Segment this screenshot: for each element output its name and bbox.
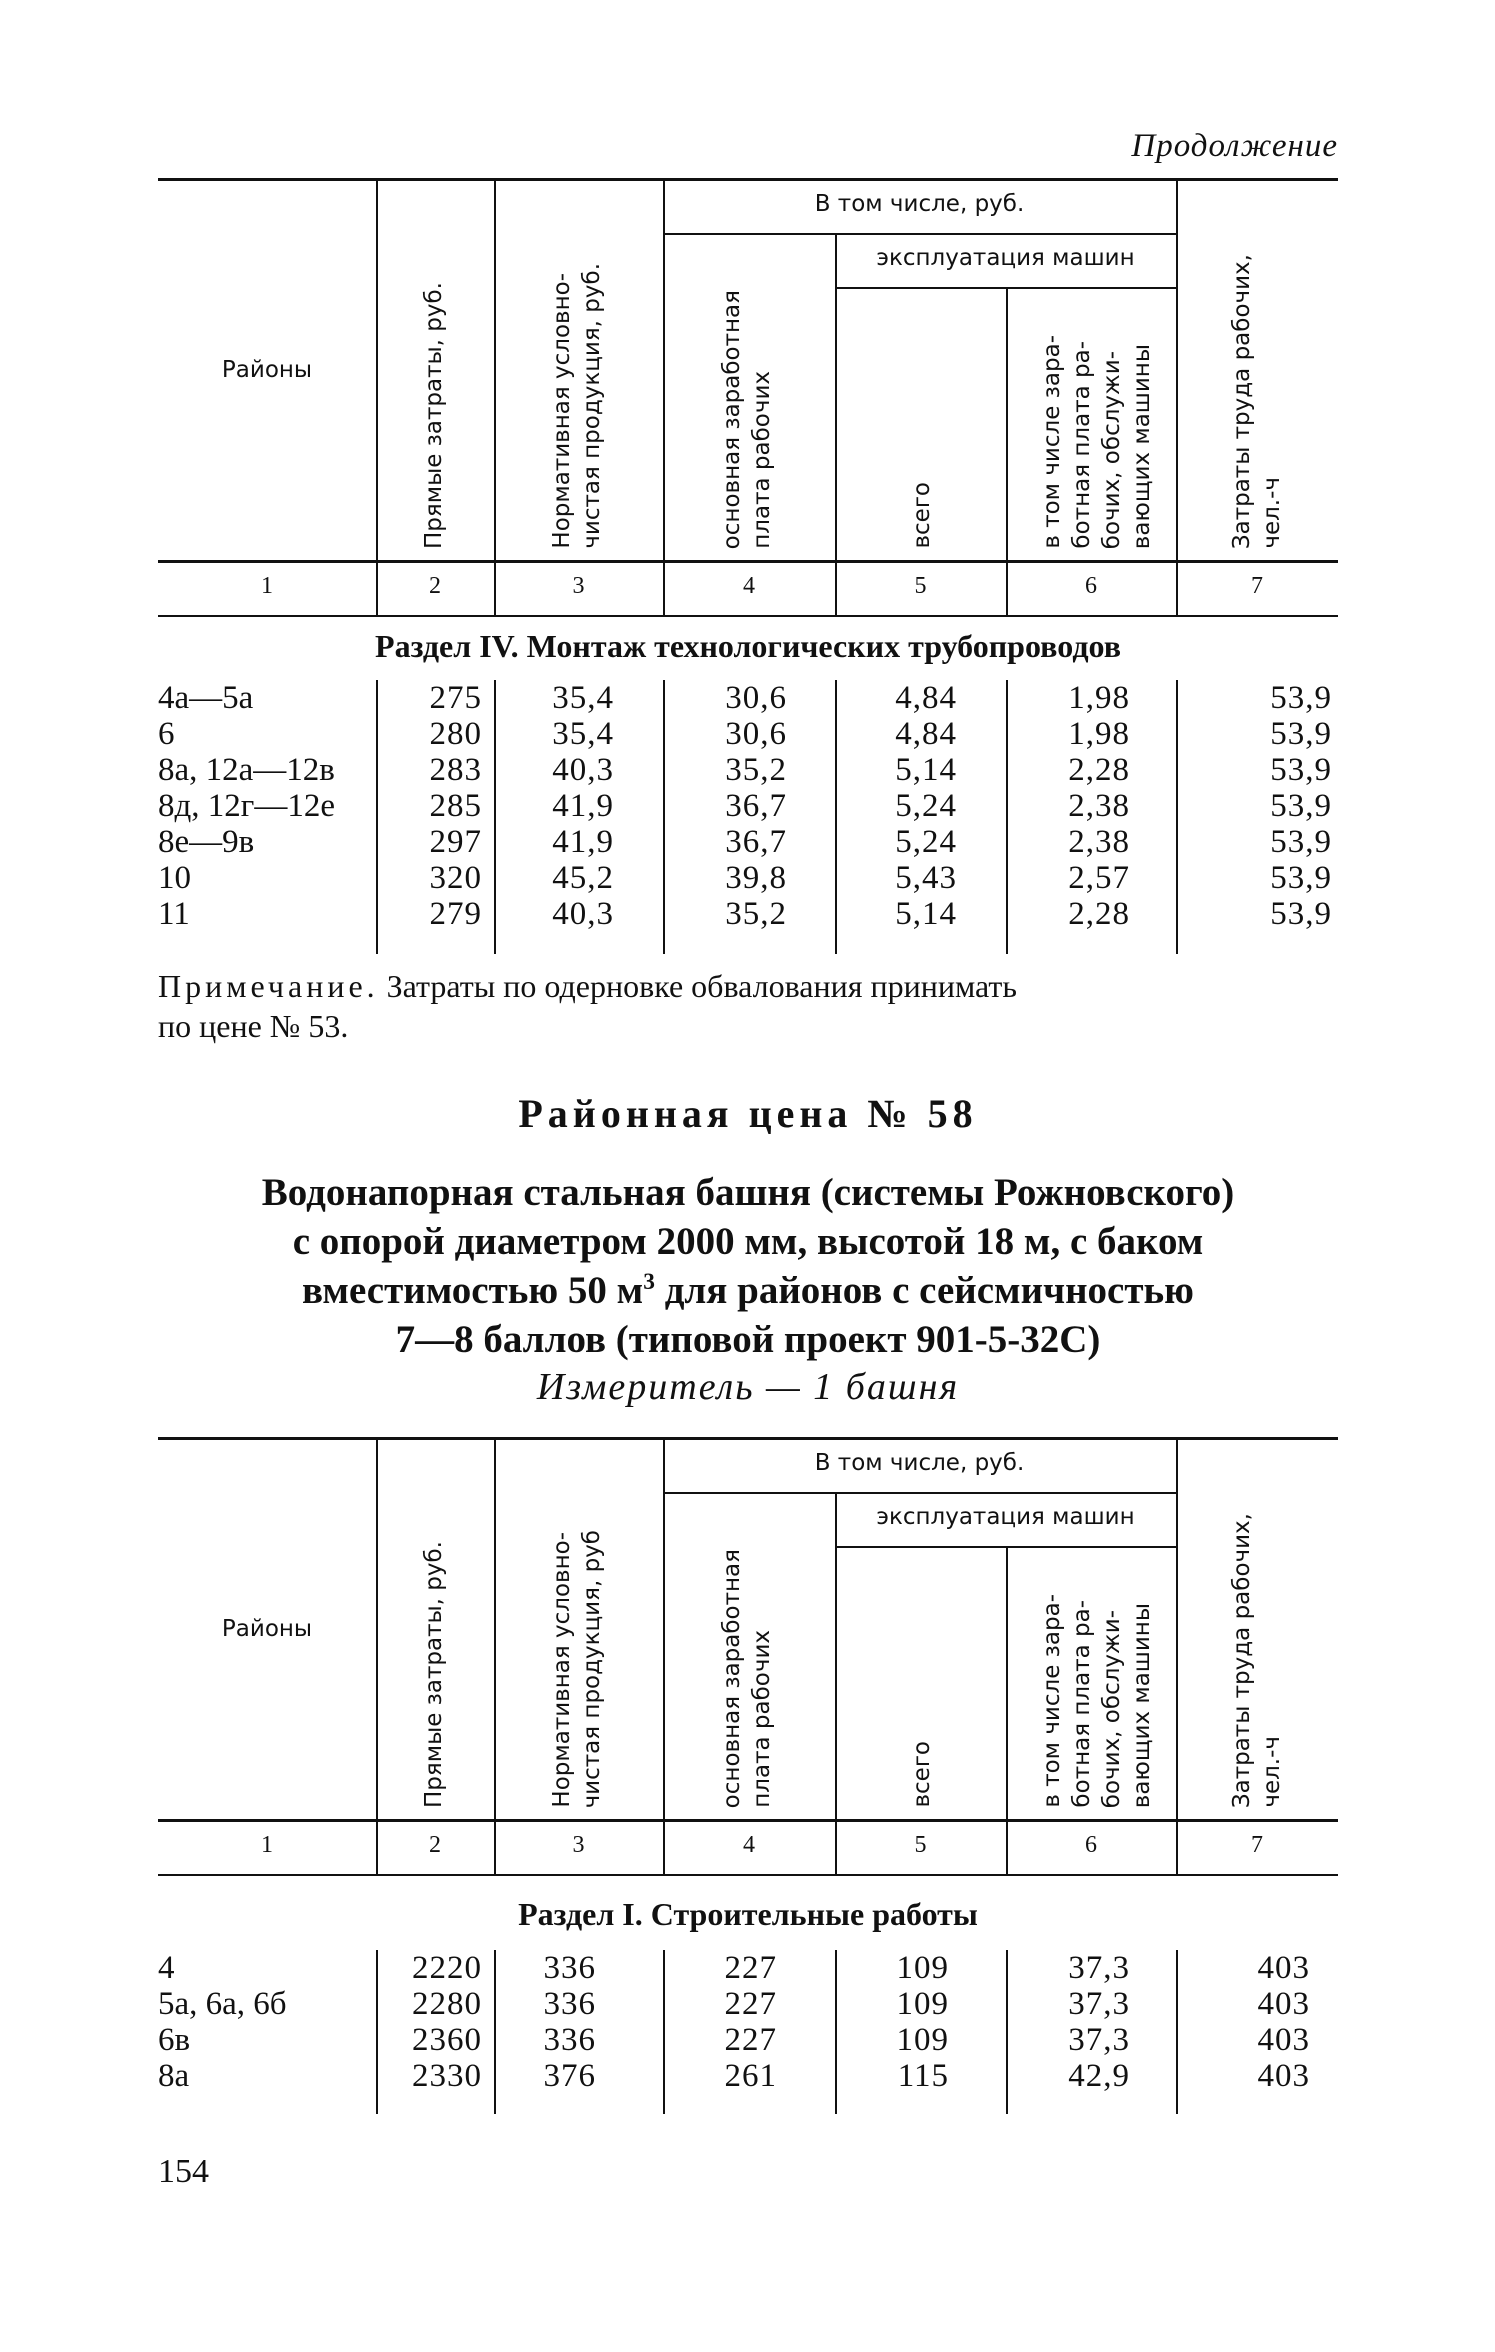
total-cell: 5,14 [895,752,957,788]
total-cell: 109 [896,2022,949,2058]
note [158,966,1338,1046]
main-title-superscript: 3 [643,1269,655,1295]
column-number: 4 [743,573,755,599]
main-title-line3 [158,1266,1338,1315]
total-header: всего [909,482,935,549]
table-row [158,1986,1338,2022]
normative-cell: 336 [543,1950,596,1986]
incl-wage-header-line2: ботная плата ра- [1069,1600,1095,1808]
base-wage-cell: 30,6 [725,680,787,716]
region-cell: 11 [158,896,190,932]
region-cell: 8е—9в [158,824,255,860]
column-number: 1 [261,573,273,599]
table1-body [158,680,1338,954]
direct-costs-cell: 280 [429,716,482,752]
incl-wage-header-line2: ботная плата ра- [1069,341,1095,549]
labor-cell: 53,9 [1270,824,1332,860]
direct-costs-cell: 2360 [412,2022,482,2058]
column-number: 3 [572,1832,585,1858]
normative-header-line2: чистая продукция, руб [579,1529,605,1808]
table-row [158,824,1338,860]
column-number: 3 [572,573,585,599]
column-number: 5 [914,1832,927,1858]
total-cell: 5,43 [895,860,957,896]
including-header: В том числе, руб. [814,1450,1025,1476]
incl-wage-header-line4: вающих машины [1129,1602,1155,1808]
table1-section-title: Раздел IV. Монтаж технологических трубопроводов [375,628,1121,664]
note-label: Примечание. [158,968,379,1004]
region-cell: 4 [158,1950,175,1986]
column-number: 6 [1085,573,1097,599]
continuation-label: Продолжение [1131,128,1338,164]
regions-header: Районы [221,1616,313,1642]
region-cell: 8а [158,2058,190,2094]
direct-costs-cell: 297 [429,824,482,860]
incl-wage-cell: 2,28 [1068,896,1130,932]
incl-wage-cell: 1,98 [1068,680,1130,716]
note-line2: по цене № 53. [158,1008,349,1044]
base-wage-cell: 36,7 [725,824,787,860]
table2-section-title: Раздел I. Строительные работы [518,1896,978,1932]
incl-wage-cell: 2,28 [1068,752,1130,788]
table-row [158,896,1338,932]
region-cell: 6 [158,716,175,752]
incl-wage-cell: 2,38 [1068,788,1130,824]
total-cell: 5,24 [895,788,957,824]
table-row [158,788,1338,824]
normative-cell: 35,4 [552,716,614,752]
labor-cell: 53,9 [1270,860,1332,896]
column-number: 6 [1085,1832,1097,1858]
column-number: 5 [914,573,927,599]
labor-cell: 403 [1257,2058,1310,2094]
base-wage-cell: 227 [724,2022,777,2058]
table1-column-numbers [158,560,1338,617]
base-wage-cell: 39,8 [725,860,787,896]
region-cell: 8а, 12а—12в [158,752,335,788]
base-wage-cell: 227 [724,1986,777,2022]
incl-wage-cell: 37,3 [1068,1950,1130,1986]
incl-wage-header-line4: вающих машины [1129,343,1155,549]
incl-wage-header-line3: бочих, обслужи- [1099,1609,1125,1808]
incl-wage-cell: 2,57 [1068,860,1130,896]
normative-header-line1: Нормативная условно- [549,1532,575,1808]
table1-header [158,178,1338,563]
table2-column-numbers [158,1819,1338,1876]
direct-costs-cell: 285 [429,788,482,824]
normative-cell: 376 [543,2058,596,2094]
main-title-line4: 7—8 баллов (типовой проект 901-5-32С) [395,1318,1101,1361]
total-cell: 5,14 [895,896,957,932]
machine-operation-header: эксплуатация машин [876,1504,1135,1530]
total-cell: 4,84 [895,680,957,716]
table2-header [158,1437,1338,1822]
measure-unit: Измеритель — 1 башня [536,1366,960,1408]
labor-header-line2: чел.-ч [1259,1736,1285,1808]
labor-cell: 403 [1257,1986,1310,2022]
labor-cell: 403 [1257,1950,1310,1986]
labor-cell: 53,9 [1270,680,1332,716]
incl-wage-header-line3: бочих, обслужи- [1099,350,1125,549]
including-header: В том числе, руб. [814,191,1025,217]
main-title-line2: с опорой диаметром 2000 мм, высотой 18 м, с баком [292,1220,1204,1263]
total-cell: 5,24 [895,824,957,860]
direct-costs-header: Прямые затраты, руб. [421,1540,447,1808]
table-row [158,1950,1338,1986]
table-row [158,716,1338,752]
base-wage-header-line2: плата рабочих [749,1630,775,1808]
main-title [158,1168,1338,1364]
base-wage-cell: 36,7 [725,788,787,824]
direct-costs-cell: 2280 [412,1986,482,2022]
base-wage-cell: 261 [724,2058,777,2094]
incl-wage-cell: 1,98 [1068,716,1130,752]
direct-costs-cell: 2220 [412,1950,482,1986]
table-row [158,2058,1338,2094]
labor-header-line1: Затраты труда рабочих, [1229,1512,1255,1808]
page-number: 154 [158,2153,209,2190]
base-wage-cell: 35,2 [725,896,787,932]
normative-cell: 336 [543,1986,596,2022]
column-number: 1 [261,1832,273,1858]
note-line1: Затраты по одерновке обвалования принимать [378,968,1017,1004]
labor-header-line2: чел.-ч [1259,477,1285,549]
labor-cell: 53,9 [1270,896,1332,932]
normative-cell: 41,9 [552,824,614,860]
region-cell: 4а—5а [158,680,254,716]
normative-header-line1: Нормативная условно- [549,273,575,549]
direct-costs-cell: 283 [429,752,482,788]
price-title: Районная цена № 58 [518,1091,978,1136]
incl-wage-cell: 37,3 [1068,2022,1130,2058]
total-cell: 109 [896,1986,949,2022]
base-wage-cell: 30,6 [725,716,787,752]
column-number: 2 [429,1832,441,1858]
incl-wage-cell: 42,9 [1068,2058,1130,2094]
total-header: всего [909,1741,935,1808]
base-wage-cell: 35,2 [725,752,787,788]
base-wage-cell: 227 [724,1950,777,1986]
table-row [158,752,1338,788]
labor-cell: 403 [1257,2022,1310,2058]
region-cell: 10 [158,860,191,896]
direct-costs-cell: 275 [429,680,482,716]
machine-operation-header: эксплуатация машин [876,245,1135,271]
column-number: 2 [429,573,441,599]
base-wage-header-line2: плата рабочих [749,371,775,549]
normative-cell: 35,4 [552,680,614,716]
base-wage-header-line1: основная заработная [719,289,745,549]
direct-costs-cell: 2330 [412,2058,482,2094]
direct-costs-header: Прямые затраты, руб. [421,281,447,549]
labor-cell: 53,9 [1270,716,1332,752]
total-cell: 115 [897,2058,949,2094]
region-cell: 5а, 6а, 6б [158,1986,287,2022]
normative-cell: 336 [543,2022,596,2058]
column-number: 4 [743,1832,755,1858]
table-row [158,2022,1338,2058]
region-cell: 8д, 12г—12е [158,788,335,824]
region-cell: 6в [158,2022,191,2058]
direct-costs-cell: 320 [429,860,482,896]
main-title-line3-pre: вместимостью 50 м [302,1269,644,1312]
total-cell: 4,84 [895,716,957,752]
regions-header: Районы [221,357,313,383]
normative-cell: 45,2 [552,860,614,896]
main-title-line1: Водонапорная стальная башня (системы Рожновского) [261,1171,1235,1214]
incl-wage-cell: 2,38 [1068,824,1130,860]
table-row [158,860,1338,896]
column-number: 7 [1251,1832,1263,1858]
table2-body [158,1950,1338,2114]
column-number: 7 [1251,573,1263,599]
total-cell: 109 [896,1950,949,1986]
normative-cell: 40,3 [552,896,614,932]
table-row [158,680,1338,716]
incl-wage-header-line1: в том числе зара- [1039,1594,1065,1808]
normative-cell: 41,9 [552,788,614,824]
direct-costs-cell: 279 [429,896,482,932]
incl-wage-header-line1: в том числе зара- [1039,335,1065,549]
base-wage-header-line1: основная заработная [719,1548,745,1808]
main-title-line3-post: для районов с сейсмичностью [654,1269,1194,1312]
labor-cell: 53,9 [1270,788,1332,824]
labor-cell: 53,9 [1270,752,1332,788]
normative-header-line2: чистая продукция, руб. [579,263,605,549]
incl-wage-cell: 37,3 [1068,1986,1130,2022]
labor-header-line1: Затраты труда рабочих, [1229,253,1255,549]
normative-cell: 40,3 [552,752,614,788]
